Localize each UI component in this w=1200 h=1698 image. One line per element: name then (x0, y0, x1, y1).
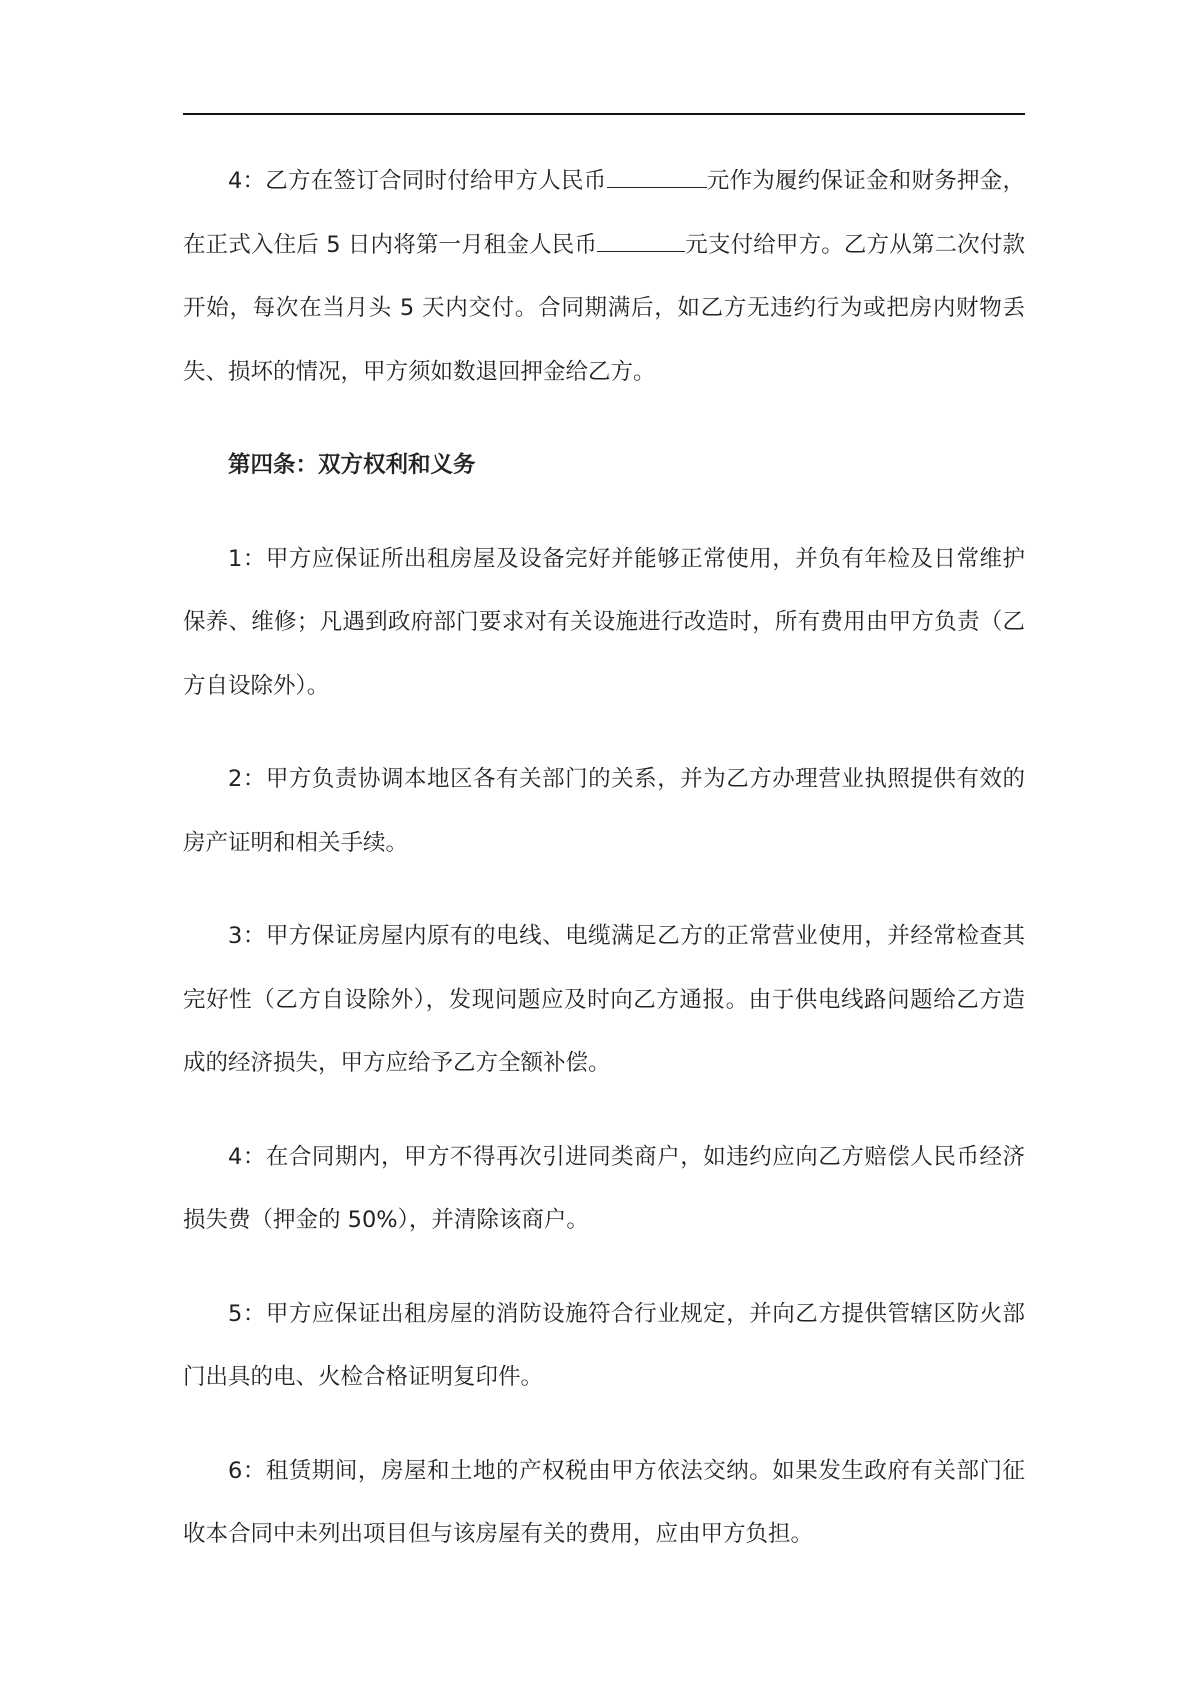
deposit-text-a: 4：乙方在签订合同时付给甲方人民币 (228, 168, 607, 194)
section-heading: 第四条：双方权利和义务 (228, 452, 476, 478)
clause-4: 4：在合同期内，甲方不得再次引进同类商户，如违约应向乙方赔偿人民币经济损失费（押金的 50%），并清除该商户。 (183, 1143, 1025, 1233)
clause-2: 2：甲方负责协调本地区各有关部门的关系，并为乙方办理营业执照提供有效的房产证明和相关手续。 (183, 766, 1025, 856)
deposit-text-c: 元支付给甲方。乙方从第二次付款开始，每次在当月头 5 天内交付。合同期满后，如乙方无违约行为或把房内财物丢失、损坏的情况，甲方须如数退回押金给乙方。 (183, 231, 1025, 385)
deposit-text-b: 元作为履约保证金和财务押金，在正式入住后 5 日内将第一月租金人民币 (183, 168, 1025, 258)
clause-1: 1：甲方应保证所出租房屋及设备完好并能够正常使用，并负有年检及日常维护保养、维修；凡遇到政府部门要求对有关设施进行改造时，所有费用由甲方负责（乙方自设除外）。 (183, 545, 1025, 699)
deposit-amount-blank (607, 161, 707, 188)
paragraph-deposit-terms (183, 150, 1025, 404)
clause-6: 6：租赁期间，房屋和土地的产权税由甲方依法交纳。如果发生政府有关部门征收本合同中未列出项目但与该房屋有关的费用，应由甲方负担。 (183, 1457, 1025, 1547)
clause-3: 3：甲方保证房屋内原有的电线、电缆满足乙方的正常营业使用，并经常检查其完好性（乙方自设除外），发现问题应及时向乙方通报。由于供电线路问题给乙方造成的经济损失，甲方应给予乙方全额补偿。 (183, 923, 1025, 1076)
document-body (183, 150, 1025, 1567)
header-rule (183, 113, 1025, 115)
clause-5: 5：甲方应保证出租房屋的消防设施符合行业规定，并向乙方提供管辖区防火部门出具的电、火检合格证明复印件。 (183, 1300, 1025, 1390)
first-rent-blank (597, 225, 685, 252)
